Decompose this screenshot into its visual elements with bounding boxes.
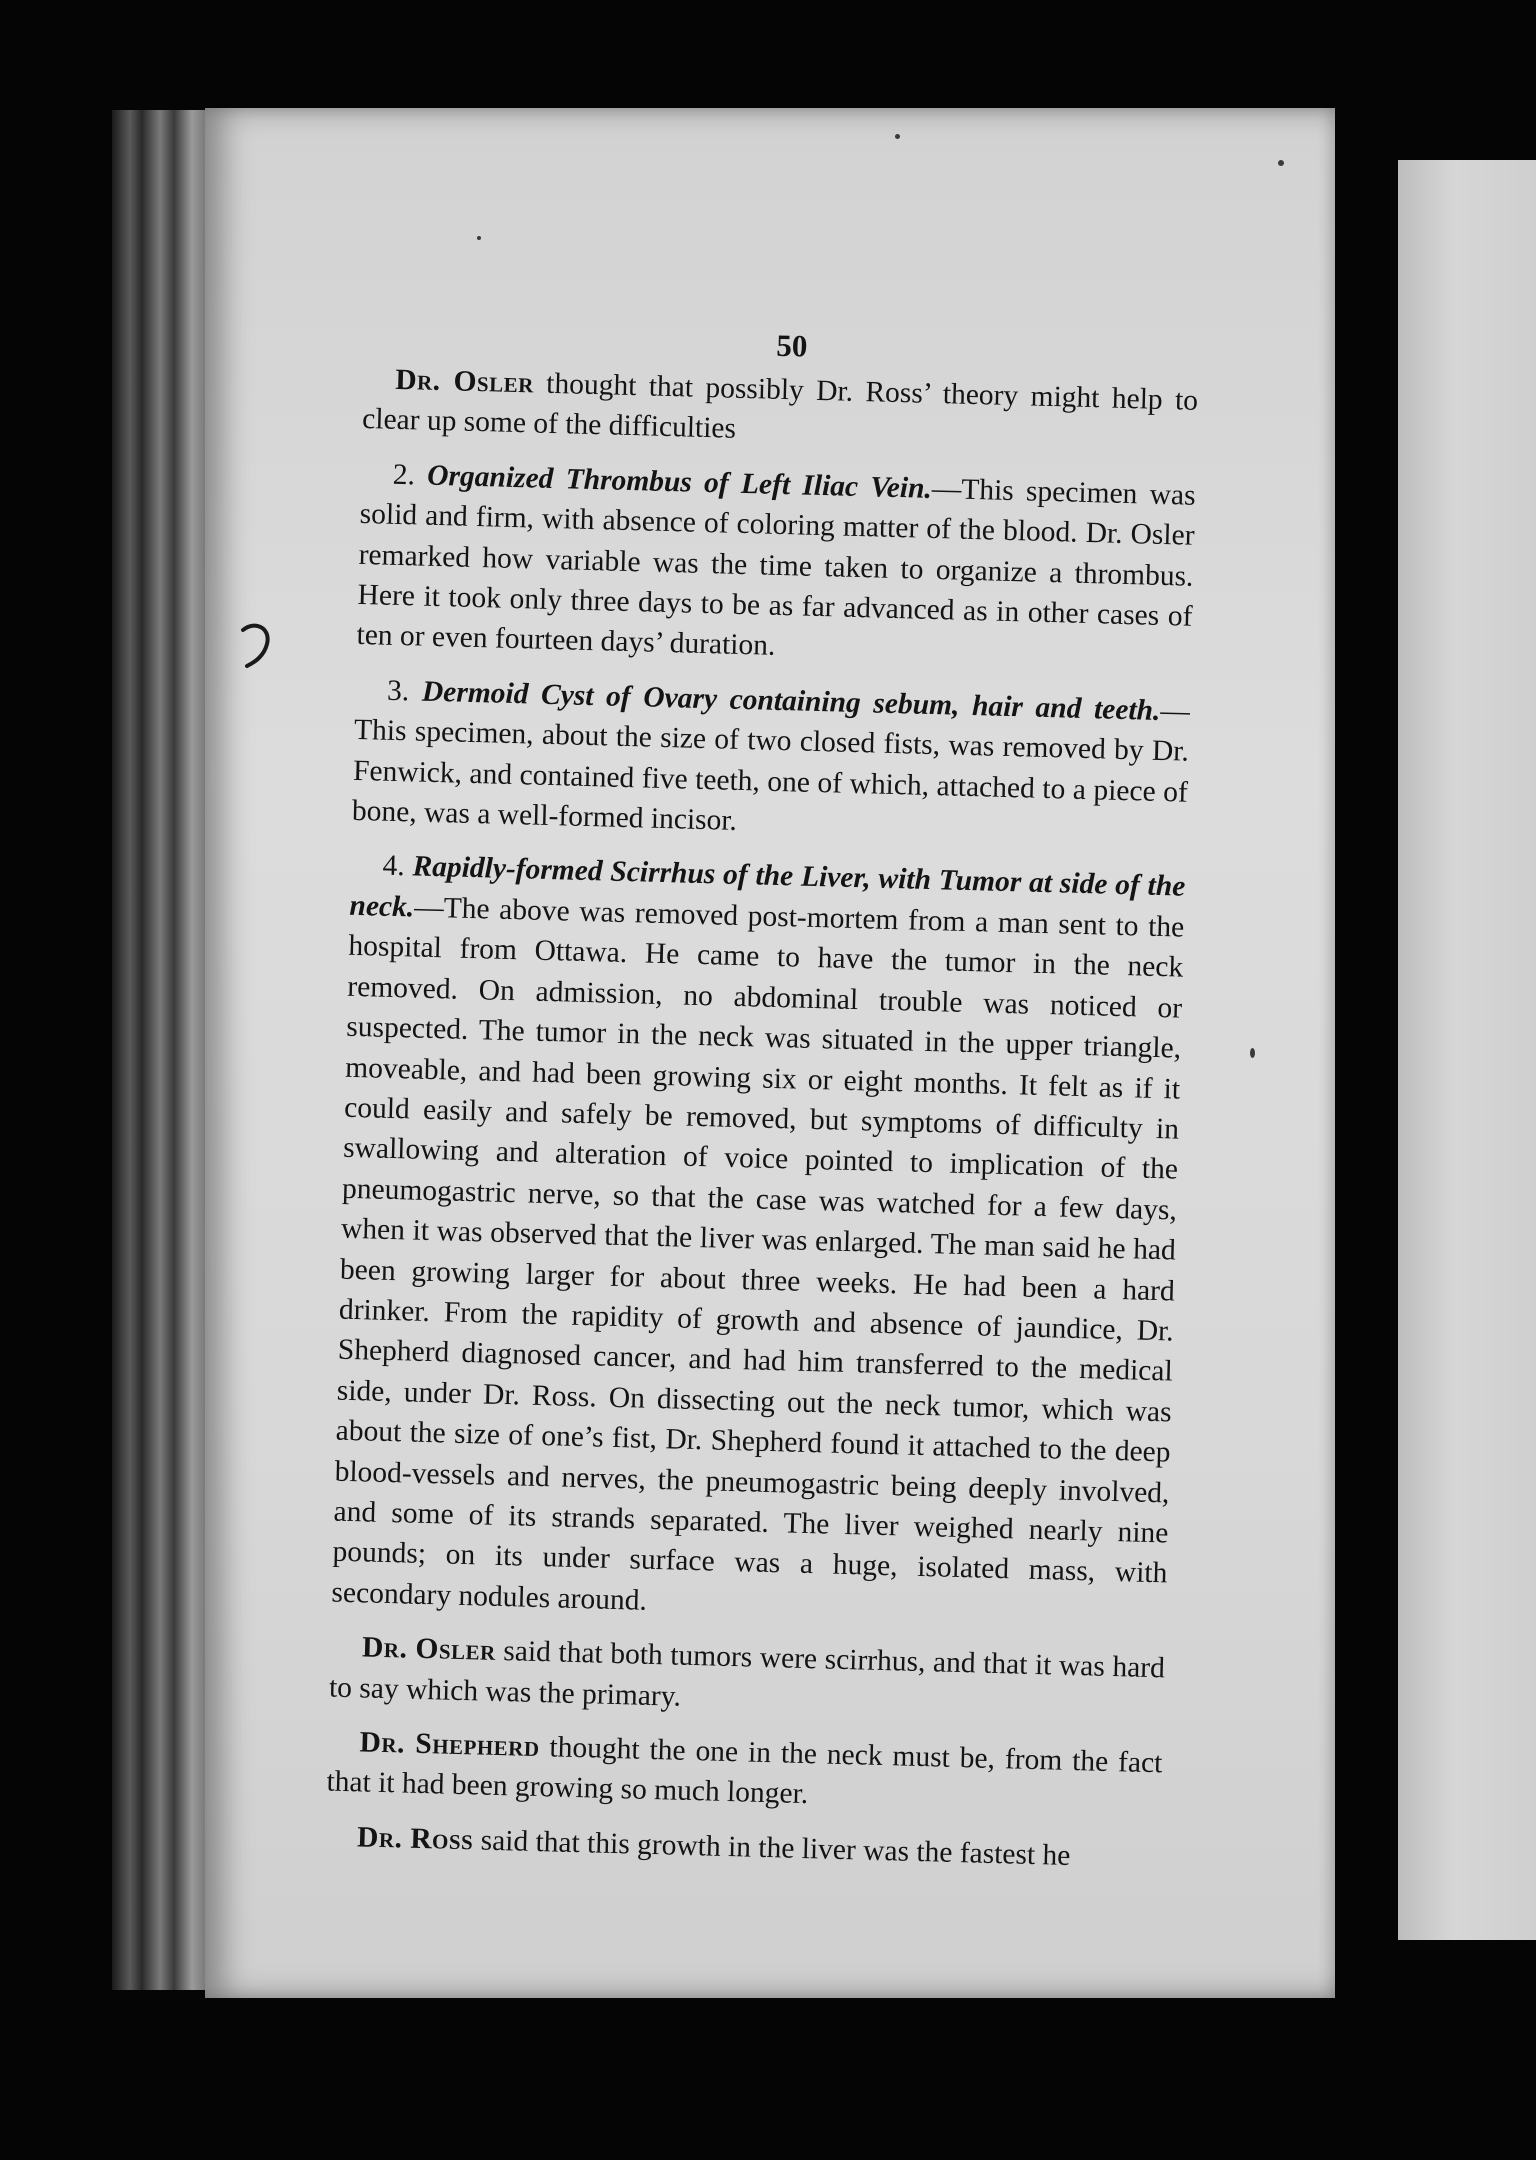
paragraph-text: thought that possibly Dr. Ross’ theory might help to clear up some of the difficulties [361, 367, 1199, 446]
paragraph-osler-opinion [329, 1627, 1166, 1730]
speaker-name: Dr. Shepherd [359, 1726, 541, 1764]
paragraph-text: said that both tumors were scirrhus, and that it was hard to say which was the primary. [328, 1635, 1166, 1713]
item-number: 4. [382, 850, 413, 883]
paragraph-text: said that this growth in the liver was the fastest he [472, 1824, 1071, 1872]
book-page [205, 108, 1335, 1998]
dust-speck [1278, 160, 1284, 166]
dust-speck [895, 134, 900, 139]
facing-page-edge [1398, 160, 1536, 1940]
paragraph-text: —This specimen was solid and firm, with absence of coloring matter of the blood. Dr. Osler remarked how variable was the time taken to organize a thrombus. Here it took only three days to be as far advanced as in other cases of ten or even fourteen days’ duration. [356, 472, 1196, 663]
pencil-margin-mark-icon [237, 616, 277, 676]
speaker-name: Dr. Osler [361, 1631, 497, 1668]
dust-speck [477, 236, 481, 240]
page-number: 50 [775, 327, 808, 364]
speaker-name: Dr. Ross [356, 1821, 474, 1857]
paragraph-specimen-3 [351, 670, 1190, 853]
paragraph-text: —This specimen, about the size of two closed fists, was removed by Dr. Fenwick, and contained five teeth, one of which, attached to a piece of bone, was a well-formed incisor. [351, 694, 1191, 837]
item-number: 3. [386, 674, 423, 708]
paragraph-specimen-2 [356, 454, 1196, 678]
paragraph-shepherd-opinion [326, 1722, 1163, 1825]
specimen-title: Organized Thrombus of Left Iliac Vein. [426, 459, 933, 505]
book-binding [112, 110, 212, 1990]
paragraph-specimen-4 [331, 845, 1186, 1634]
paragraph-ross-opinion [325, 1816, 1161, 1878]
paragraph-text: —The above was removed post-mortem from a man sent to the hospital from Ottawa. He came to have the tumor in the neck removed. On admission, no abdominal trouble was noticed or suspected. The tumor in the neck was situated in the upper triangle, moveable, and had been growing six or eight months. It felt as if it could easily and safely be removed, but symptoms of difficulty in swallowing and alteration of voice pointed to implication of the pneumogastric nerve, so that the case was watched for a few days, when it was observed that the liver was enlarged. The man said he had been growing larger for about three weeks. He had been a hard drinker. From the rapidity of growth and absence of jaundice, Dr. Shepherd diagnosed cancer, and had him transferred to the medical side, under Dr. Ross. On dissecting out the neck tumor, which was about the size of one’s fist, Dr. Shepherd found it attached to the deep blood-vessels and nerves, the pneumogastric being deeply involved, and some of its strands separated. The liver weighed nearly nine pounds; on its under surface was a huge, isolated mass, with secondary nodules around. [331, 891, 1185, 1617]
specimen-title: Rapidly-formed Scirrhus of the Liver, with Tumor at side of the neck. [349, 850, 1186, 924]
dust-speck [1250, 1048, 1255, 1058]
specimen-title: Dermoid Cyst of Ovary containing sebum, hair and teeth. [421, 675, 1161, 727]
page-text [324, 315, 1199, 1893]
item-number: 2. [392, 458, 428, 492]
paragraph-text: thought the one in the neck must be, from the fact that it had been growing so much longer. [326, 1731, 1163, 1811]
speaker-name: Dr. Osler [394, 363, 535, 400]
